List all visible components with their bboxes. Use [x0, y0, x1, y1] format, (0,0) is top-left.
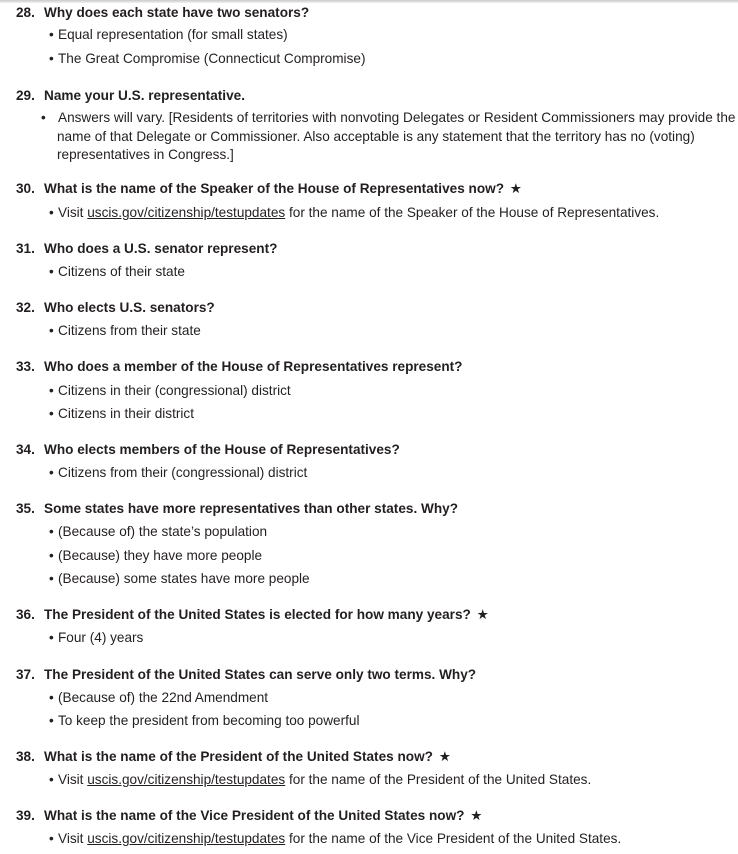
- question-title: 36. The President of the United States is elected for how many years? ★: [16, 607, 489, 622]
- answer-item: • Citizens in their district: [49, 406, 194, 421]
- star-icon: ★: [509, 181, 522, 196]
- question-title: 31. Who does a U.S. senator represent?: [16, 241, 278, 256]
- answer-item: • Equal representation (for small states): [49, 27, 288, 42]
- answer-item: • (Because) they have more people: [49, 548, 263, 563]
- question-title: 33. Who does a member of the House of Representatives represent?: [16, 359, 463, 374]
- question-title: 32. Who elects U.S. senators?: [16, 300, 215, 315]
- question-title: 37. The President of the United States can serve only two terms. Why?: [16, 667, 477, 682]
- question-title: 39. What is the name of the Vice President of the United States now? ★: [16, 808, 483, 823]
- answer-item: • Four (4) years: [49, 630, 144, 645]
- answer-item: • Visit uscis.gov/citizenship/testupdates for the name of the President of the United States.: [49, 772, 592, 787]
- question-title: 35. Some states have more representatives than other states. Why?: [16, 501, 458, 516]
- answer-item: • The Great Compromise (Connecticut Compromise): [49, 51, 366, 66]
- star-icon: ★: [470, 808, 483, 823]
- answer-item: • Answers will vary. [Residents of territories with nonvoting Delegates or Resident Commissioners may provide the name of that Delegate or Commissioner. Also acceptable is any statement that the territory has no (voting) representatives in Congress.]: [41, 110, 736, 162]
- question-title: 29. Name your U.S. representative.: [16, 88, 245, 103]
- question-title: 34. Who elects members of the House of Representatives?: [16, 442, 400, 457]
- answer-item: • (Because) some states have more people: [49, 571, 310, 586]
- question-title: 38. What is the name of the President of the United States now? ★: [16, 749, 451, 764]
- answer-item: • Citizens from their state: [49, 323, 201, 338]
- answer-item: • (Because of) the 22nd Amendment: [49, 690, 269, 705]
- testupdates-link[interactable]: uscis.gov/citizenship/testupdates: [87, 772, 286, 787]
- question-title: 30. What is the name of the Speaker of the House of Representatives now? ★: [16, 181, 522, 196]
- answer-item: • (Because of) the state’s population: [49, 524, 268, 539]
- answer-item: • Citizens of their state: [49, 264, 185, 279]
- answer-item: • Citizens from their (congressional) district: [49, 465, 308, 480]
- star-icon: ★: [476, 607, 489, 622]
- answer-item: • Visit uscis.gov/citizenship/testupdates for the name of the Speaker of the House of Representatives.: [49, 205, 660, 220]
- testupdates-link[interactable]: uscis.gov/citizenship/testupdates: [87, 831, 286, 846]
- answer-item: • To keep the president from becoming too powerful: [49, 713, 360, 728]
- page-top-edge: [0, 0, 738, 3]
- answer-item: • Citizens in their (congressional) district: [49, 383, 291, 398]
- answer-item: • Visit uscis.gov/citizenship/testupdates for the name of the Vice President of the United States.: [49, 831, 622, 846]
- star-icon: ★: [438, 749, 451, 764]
- question-title: 28. Why does each state have two senators?: [16, 5, 310, 20]
- testupdates-link[interactable]: uscis.gov/citizenship/testupdates: [87, 205, 286, 220]
